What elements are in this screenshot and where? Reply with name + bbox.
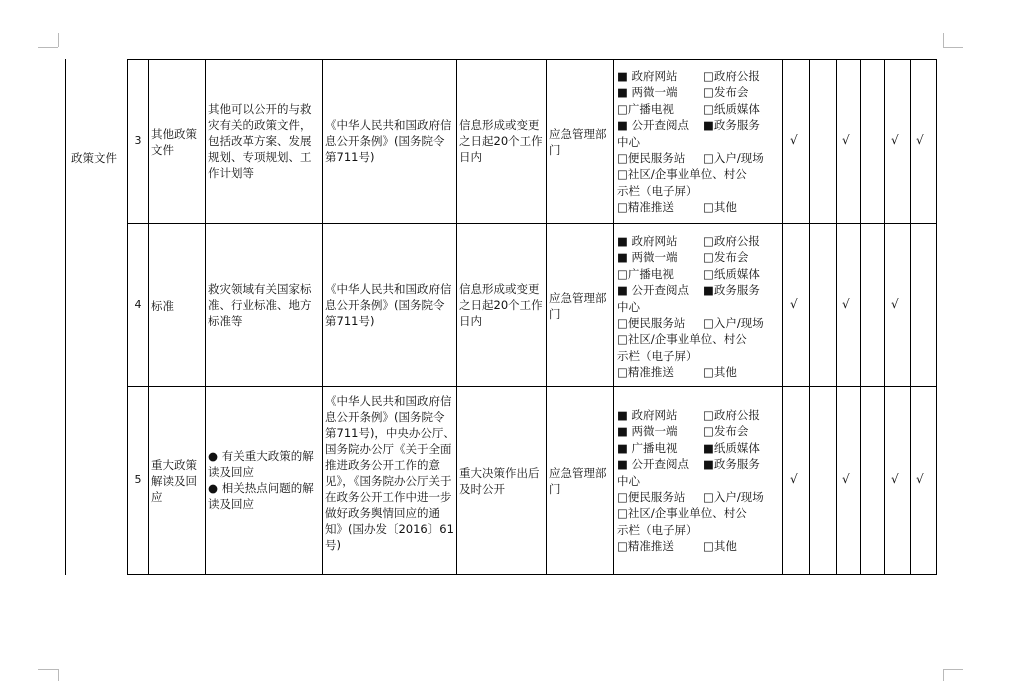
crop-mark [38,669,58,670]
disclosure-channels: ■ 政府网站 □政府公报 ■ 两微一端 □发布会 ■ 广播电视 ■纸质媒体 ■ 公开查阅点 ■政务服务 中心 □便民服务站 □入户/现场 □社区/企事业单位、村公 示栏（电子屏） □精准推送 □其他 [617,408,764,554]
item-content: 救灾领域有关国家标准、行业标准、地方标准等 [208,282,312,328]
crop-mark [38,47,58,48]
responsible-department: 应急管理部门 [549,291,607,321]
check-mark: √ [790,133,798,147]
check-mark: √ [842,297,850,311]
item-content [208,448,320,512]
time-limit: 重大决策作出后及时公开 [459,466,540,496]
disclosure-channels: ■ 政府网站 □政府公报 ■ 两微一端 □发布会 □广播电视 □纸质媒体 ■ 公开查阅点 ■政务服务 中心 □便民服务站 □入户/现场 □社区/企事业单位、村公 示栏（电子屏） □精准推送 □其他 [617,69,764,215]
crop-mark [58,33,59,47]
item-name: 其他政策文件 [151,127,197,157]
item-name: 标准 [151,299,174,313]
crop-mark [943,669,944,681]
crop-mark [58,669,59,681]
check-mark: √ [891,297,899,311]
check-mark: √ [790,297,798,311]
time-limit: 信息形成或变更之日起20个工作日内 [459,282,543,328]
crop-mark [943,669,963,670]
check-mark: √ [842,133,850,147]
check-mark: √ [891,472,899,486]
check-mark: √ [916,133,924,147]
row-index: 4 [134,298,142,311]
legal-basis: 《中华人民共和国政府信息公开条例》(国务院令第711号) [325,282,452,328]
crop-mark [943,33,944,47]
check-mark: √ [842,472,850,486]
category-label: 政策文件 [71,151,117,165]
legal-basis: 《中华人民共和国政府信息公开条例》(国务院令第711号)，中央办公厅、国务院办公厅《关于全面推进政务公开工作的意见》，《国务院办公厅关于在政务公开工作中进一步做好政务舆情回应的通知》(国办发〔2016〕61号) [325,394,455,552]
item-name: 重大政策解读及回应 [151,458,197,504]
check-mark: √ [916,472,924,486]
legal-basis: 《中华人民共和国政府信息公开条例》(国务院令第711号) [325,118,452,164]
content-bullet: ● 相关热点问题的解读及回应 [208,481,314,511]
row-index: 3 [134,134,142,147]
check-mark: √ [891,133,899,147]
content-bullet: ● 有关重大政策的解读及回应 [208,449,314,479]
row-index: 5 [134,473,142,486]
responsible-department: 应急管理部门 [549,466,607,496]
crop-mark [943,47,963,48]
disclosure-channels: ■ 政府网站 □政府公报 ■ 两微一端 □发布会 □广播电视 □纸质媒体 ■ 公开查阅点 ■政务服务 中心 □便民服务站 □入户/现场 □社区/企事业单位、村公 示栏（电子屏） □精准推送 □其他 [617,234,764,380]
item-content: 其他可以公开的与救灾有关的政策文件，包括改革方案、发展规划、专项规划、工作计划等 [208,102,312,180]
time-limit: 信息形成或变更之日起20个工作日内 [459,118,543,164]
responsible-department: 应急管理部门 [549,127,607,157]
check-mark: √ [790,472,798,486]
